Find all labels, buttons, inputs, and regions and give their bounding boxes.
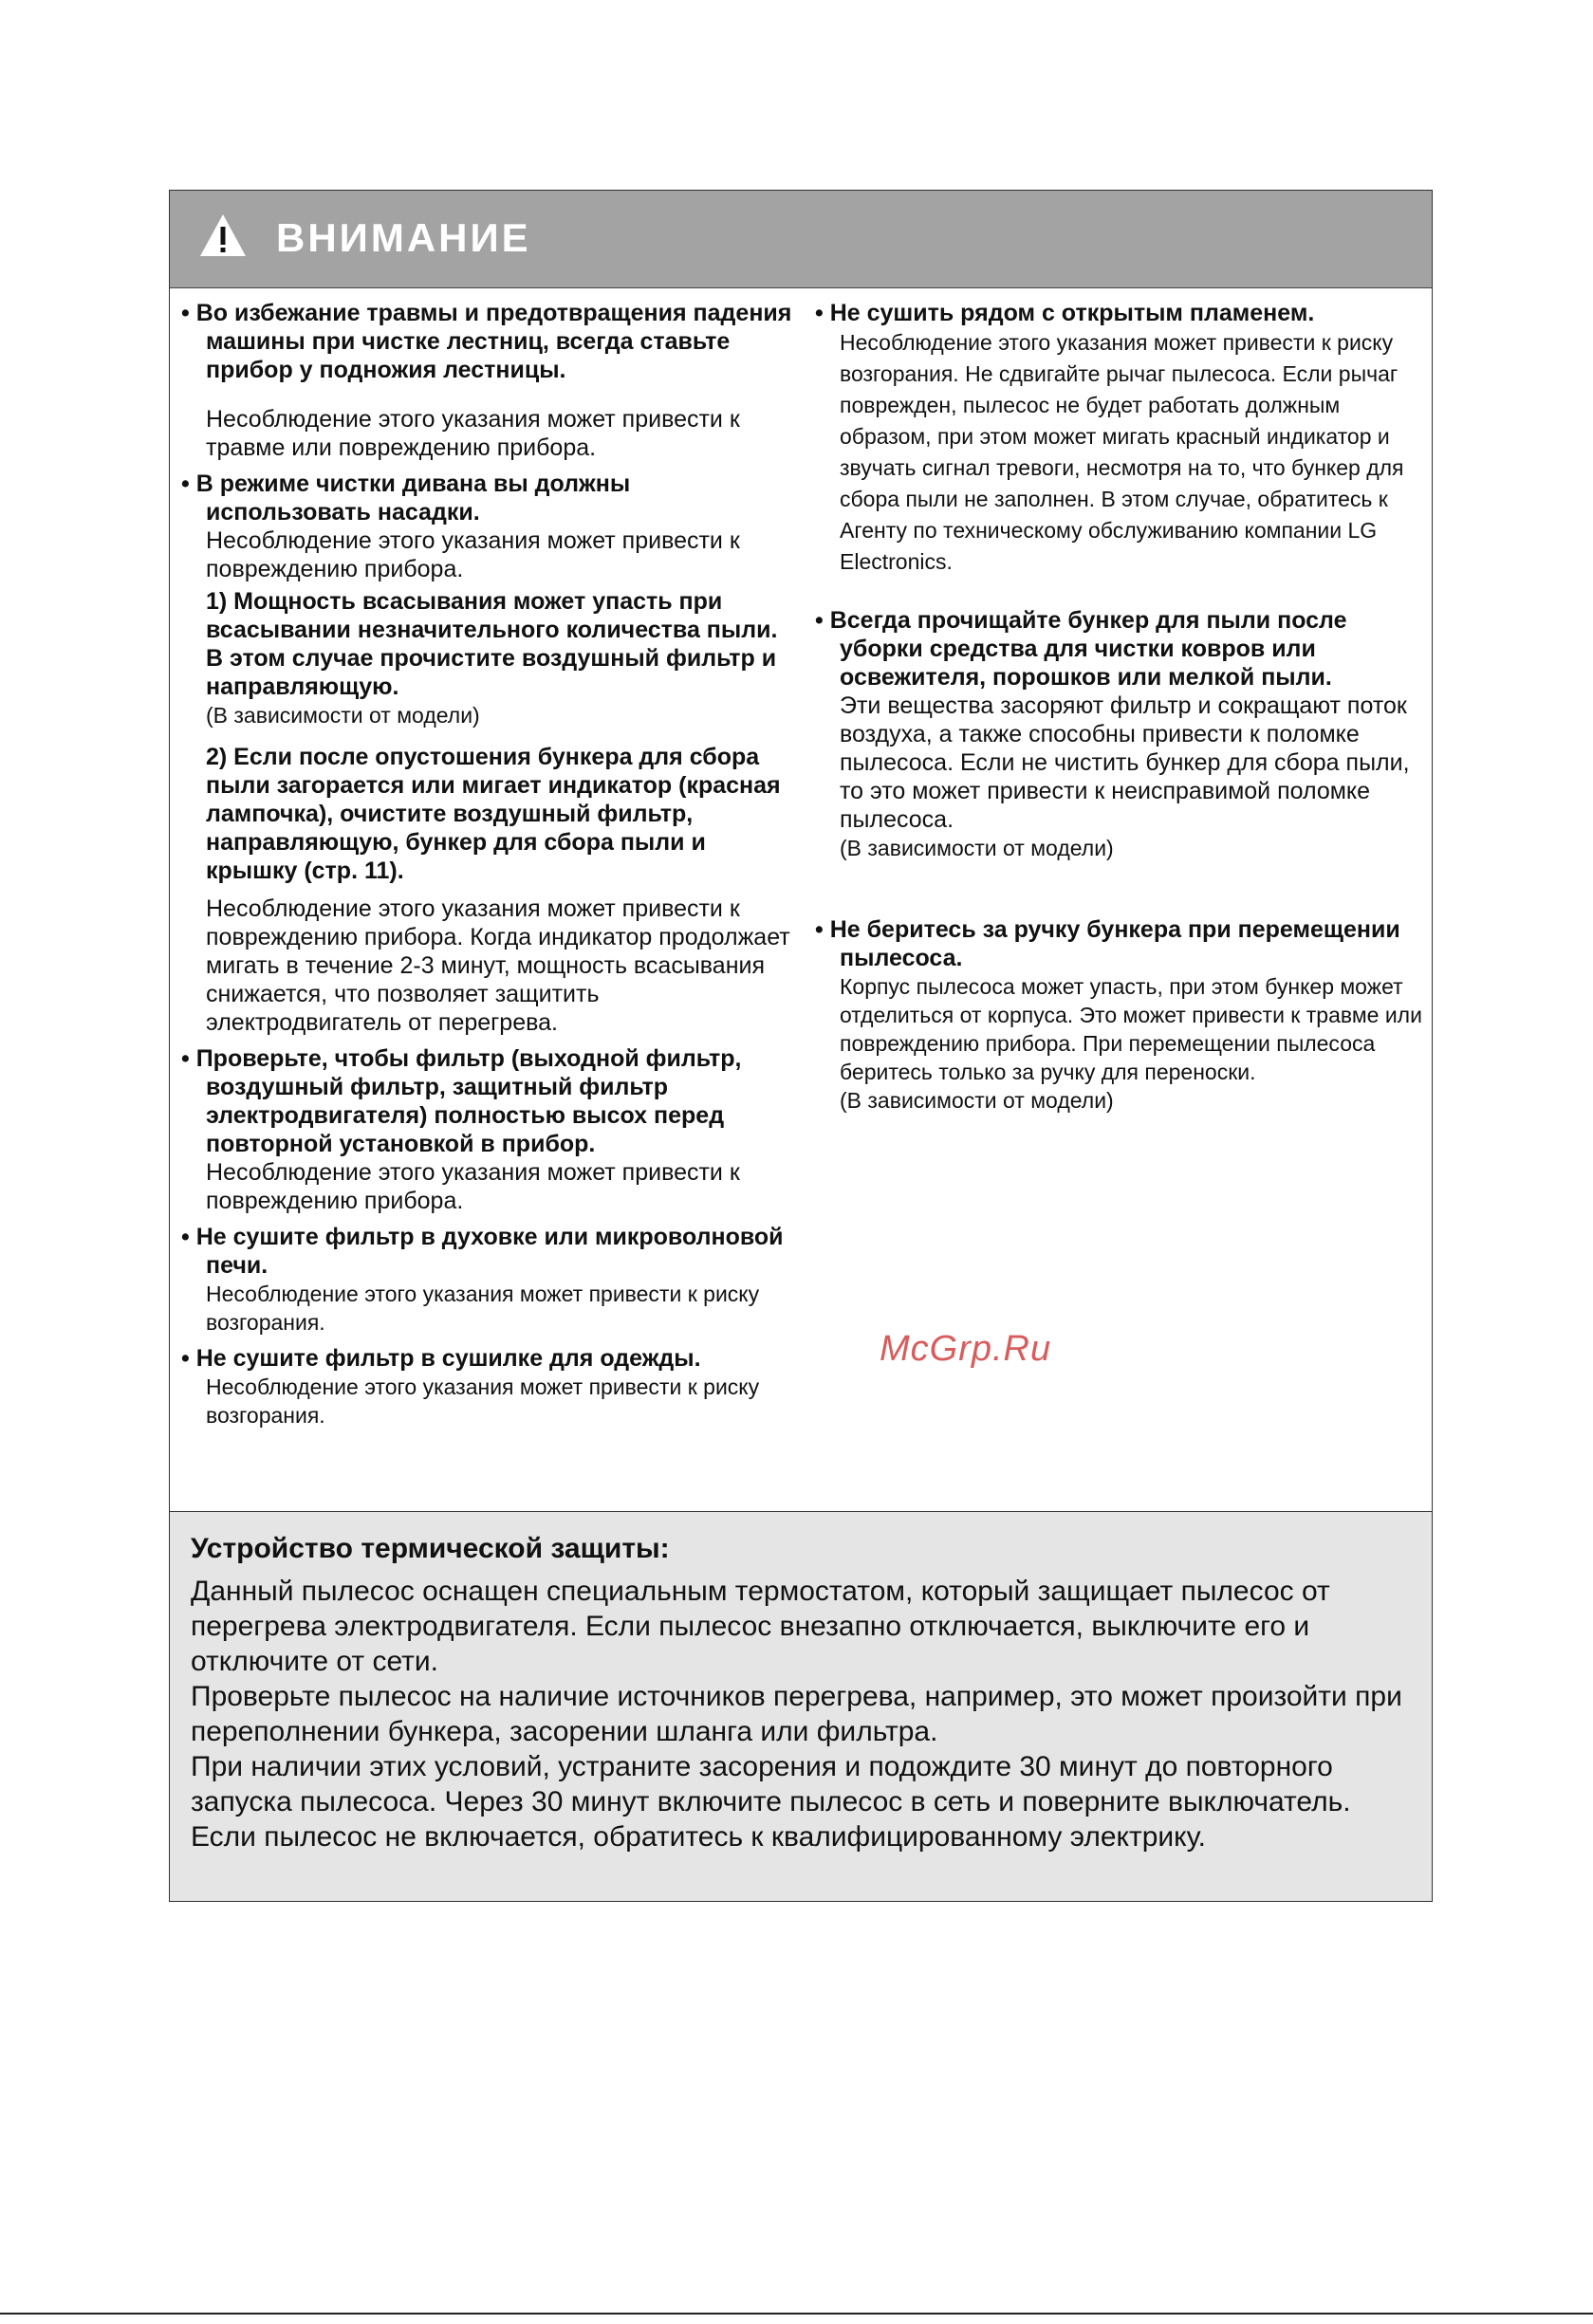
item-heading: • Не сушите фильтр в духовке или микроволновой печи. — [181, 1223, 794, 1280]
model-note: (В зависимости от модели) — [206, 703, 480, 728]
item-subpoint: 2) Если после опустошения бункера для сбора пыли загорается или мигает индикатор (красная лампочка), очистите воздушный фильтр, направляющую, бункер для сбора пыли и крышку (стр. 11). — [206, 744, 781, 884]
warning-title: ВНИМАНИЕ — [276, 215, 531, 260]
item-heading: • Проверьте, чтобы фильтр (выходной фильтр, воздушный фильтр, защитный фильтр электродвигателя) полностью высох перед повторной установкой в прибор. — [181, 1044, 794, 1158]
list-item — [815, 915, 1422, 1115]
item-note: Несоблюдение этого указания может привести к травме или повреждению прибора. — [206, 406, 740, 461]
thermal-paragraph: Данный пылесос оснащен специальным термостатом, который защищает пылесос от перегрева электродвигателя. Если пылесос внезапно отключается, выключите его и отключите от сети. — [191, 1576, 1330, 1677]
left-column — [181, 299, 794, 1437]
right-column — [815, 299, 1422, 1122]
item-subpoint: 1) Мощность всасывания может упасть при всасывании незначительного количества пыли. В этом случае прочистите воздушный фильтр и направляющую. — [206, 588, 778, 700]
item-heading: • Не сушить рядом с открытым пламенем. — [815, 299, 1422, 327]
thermal-title: Устройство термической защиты: — [191, 1533, 670, 1564]
item-note: Несоблюдение этого указания может привести к повреждению прибора. — [206, 1159, 740, 1214]
item-heading: • Не сушите фильтр в сушилке для одежды. — [181, 1344, 794, 1373]
item-heading: • В режиме чистки дивана вы должны использовать насадки. — [181, 470, 794, 526]
list-item — [181, 470, 794, 1037]
item-note: Несоблюдение этого указания может привести к риску возгорания. — [206, 1282, 760, 1335]
item-note: Корпус пылесоса может упасть, при этом бункер может отделиться от корпуса. Это может привести к травме или повреждению прибора. При перемещении пылесоса беритесь только за ручку для переноски. — [840, 974, 1422, 1084]
thermal-paragraph: Проверьте пылесос на наличие источников перегрева, например, это может произойти при переполнении бункера, засорении шланга или фильтра. — [191, 1681, 1402, 1747]
item-note: Несоблюдение этого указания может привести к риску возгорания. — [206, 1374, 760, 1428]
thermal-protection-box — [170, 1511, 1432, 1901]
list-item — [181, 1344, 794, 1429]
warning-frame — [169, 190, 1433, 1902]
item-heading: • Во избежание травмы и предотвращения падения машины при чистке лестниц, всегда ставьте прибор у подножия лестницы. — [181, 299, 794, 384]
thermal-paragraph: Если пылесос не включается, обратитесь к квалифицированному электрику. — [191, 1821, 1206, 1853]
item-note: Несоблюдение этого указания может привести к повреждению прибора. — [206, 527, 740, 582]
thermal-paragraph: При наличии этих условий, устраните засорения и подождите 30 минут до повторного запуска пылесоса. Через 30 минут включите пылесос в сеть и поверните выключатель. — [191, 1751, 1351, 1817]
item-heading: • Всегда прочищайте бункер для пыли после уборки средства для чистки ковров или освежителя, порошков или мелкой пыли. — [815, 606, 1422, 692]
warning-triangle-icon — [198, 212, 248, 258]
list-item — [815, 606, 1422, 862]
item-heading: • Не беритесь за ручку бункера при перемещении пылесоса. — [815, 915, 1422, 972]
item-note: Несоблюдение этого указания может привести к повреждению прибора. Когда индикатор продолжает мигать в течение 2-3 минут, мощность всасывания снижается, что позволяет защитить электродвигатель от перегрева. — [206, 895, 790, 1036]
warning-header — [170, 191, 1432, 288]
list-item — [815, 299, 1422, 578]
list-item — [181, 1044, 794, 1215]
item-note: Эти вещества засоряют фильтр и сокращают поток воздуха, а также способны привести к поломке пылесоса. Если не чистить бункер для сбора пыли, то это может привести к неисправимой поломке пылесоса. — [840, 692, 1410, 833]
watermark: McGrp.Ru — [880, 1329, 1052, 1369]
footer-rule — [0, 2313, 1593, 2315]
item-note: Несоблюдение этого указания может привести к риску возгорания. Не сдвигайте рычаг пылесоса. Если рычаг поврежден, пылесос не будет работать должным образом, при этом может мигать красный индикатор и звучать сигнал тревоги, несмотря на то, что бункер для сбора пыли не заполнен. В этом случае, обратитесь к Агенту по техническому обслуживанию компании LG Electronics. — [840, 330, 1404, 574]
list-item — [181, 1223, 794, 1337]
model-note: (В зависимости от модели) — [840, 1088, 1114, 1113]
model-note: (В зависимости от модели) — [840, 836, 1114, 860]
list-item — [181, 299, 794, 462]
